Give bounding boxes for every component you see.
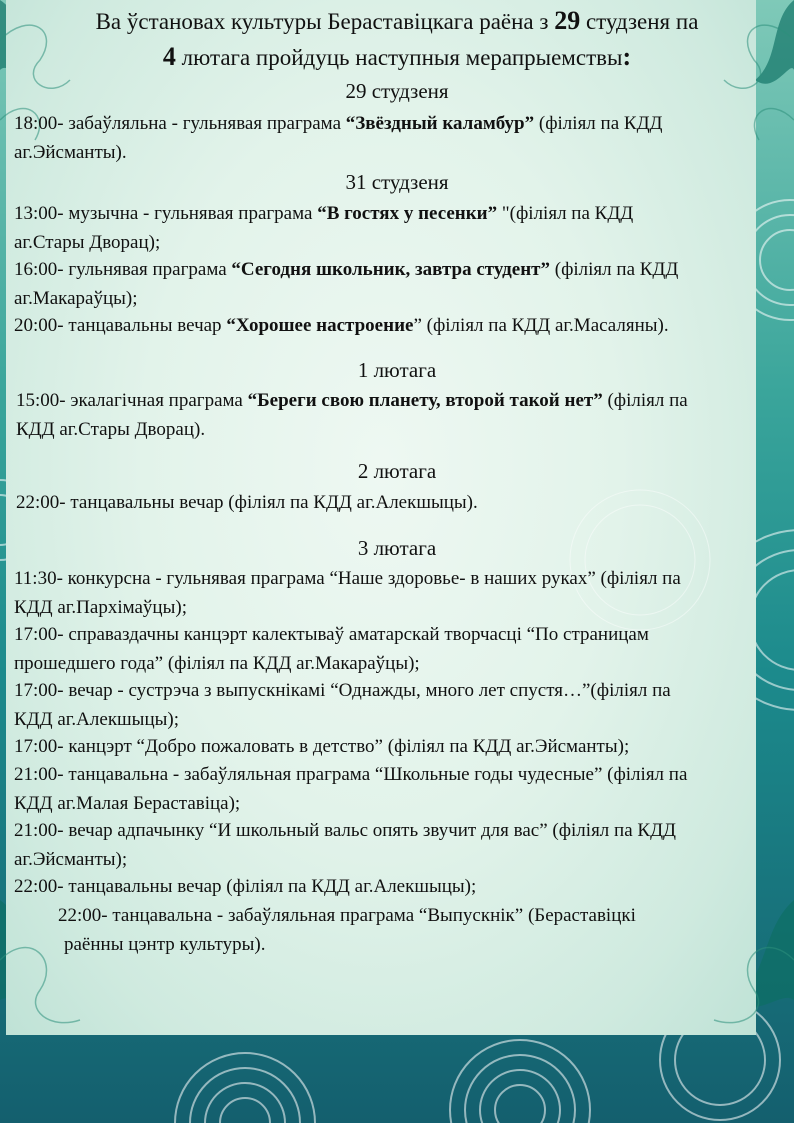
event-item: 15:00- экалагічная праграма “Береги свою планету, второй такой нет” (філіял па КДД аг.Стары Дворац). <box>16 390 688 440</box>
event-item: 22:00- танцавальны вечар (філіял па КДД аг.Алекшыцы); <box>14 876 477 897</box>
page-title-line-2: 4 лютага пройдуць наступныя мерапрыемствы: <box>162 42 632 71</box>
date-heading: 1 лютага <box>357 358 437 382</box>
event-item: 21:00- танцавальна - забаўляльная праграма “Школьные годы чудесные” (філіял па КДД аг.Малая Бераставіца); <box>14 764 688 814</box>
event-item: 17:00- вечар - сустрэча з выпускнікамі “Однажды, много лет спустя…”(філіял па КДД аг.Алекшыцы); <box>14 680 671 730</box>
event-item: 16:00- гульнявая праграма “Сегодня школьник, завтра студент” (філіял па КДД аг.Макараўцы); <box>14 259 679 309</box>
date-heading: 31 студзеня <box>345 170 449 194</box>
event-item: 22:00- танцавальна - забаўляльная праграма “Выпускнік” (Бераставіцкі раённы цэнтр культуры). <box>58 905 636 955</box>
event-item: 13:00- музычна - гульнявая праграма “В гостях у песенки” "(філіял па КДД аг.Стары Дворац); <box>14 203 634 253</box>
event-item: 17:00- справаздачны канцэрт калектываў аматарскай творчасці “По страницам прошедшего года” (філіял па КДД аг.Макараўцы); <box>14 624 649 674</box>
date-heading: 3 лютага <box>357 536 437 560</box>
event-item: 18:00- забаўляльна - гульнявая праграма “Звёздный каламбур” (філіял па КДД аг.Эйсманты). <box>14 113 663 163</box>
page-title-line-1: Ва ўстановах культуры Бераставіцкага раёна з 29 студзеня па <box>95 6 699 35</box>
event-item: 20:00- танцавальны вечар “Хорошее настроение” (філіял па КДД аг.Масаляны). <box>14 315 669 336</box>
event-item: 17:00- канцэрт “Добро пожаловать в детство” (філіял па КДД аг.Эйсманты); <box>14 736 630 757</box>
event-item: 11:30- конкурсна - гульнявая праграма “Наше здоровье- в наших руках” (філіял па КДД аг.Пархімаўцы); <box>14 568 681 618</box>
event-item: 22:00- танцавальны вечар (філіял па КДД аг.Алекшыцы). <box>16 492 478 513</box>
date-heading: 2 лютага <box>357 459 437 483</box>
date-heading: 29 студзеня <box>345 79 449 103</box>
event-item: 21:00- вечар адпачынку “И школьный вальс опять звучит для вас” (філіял па КДД аг.Эйсманты); <box>14 820 676 870</box>
